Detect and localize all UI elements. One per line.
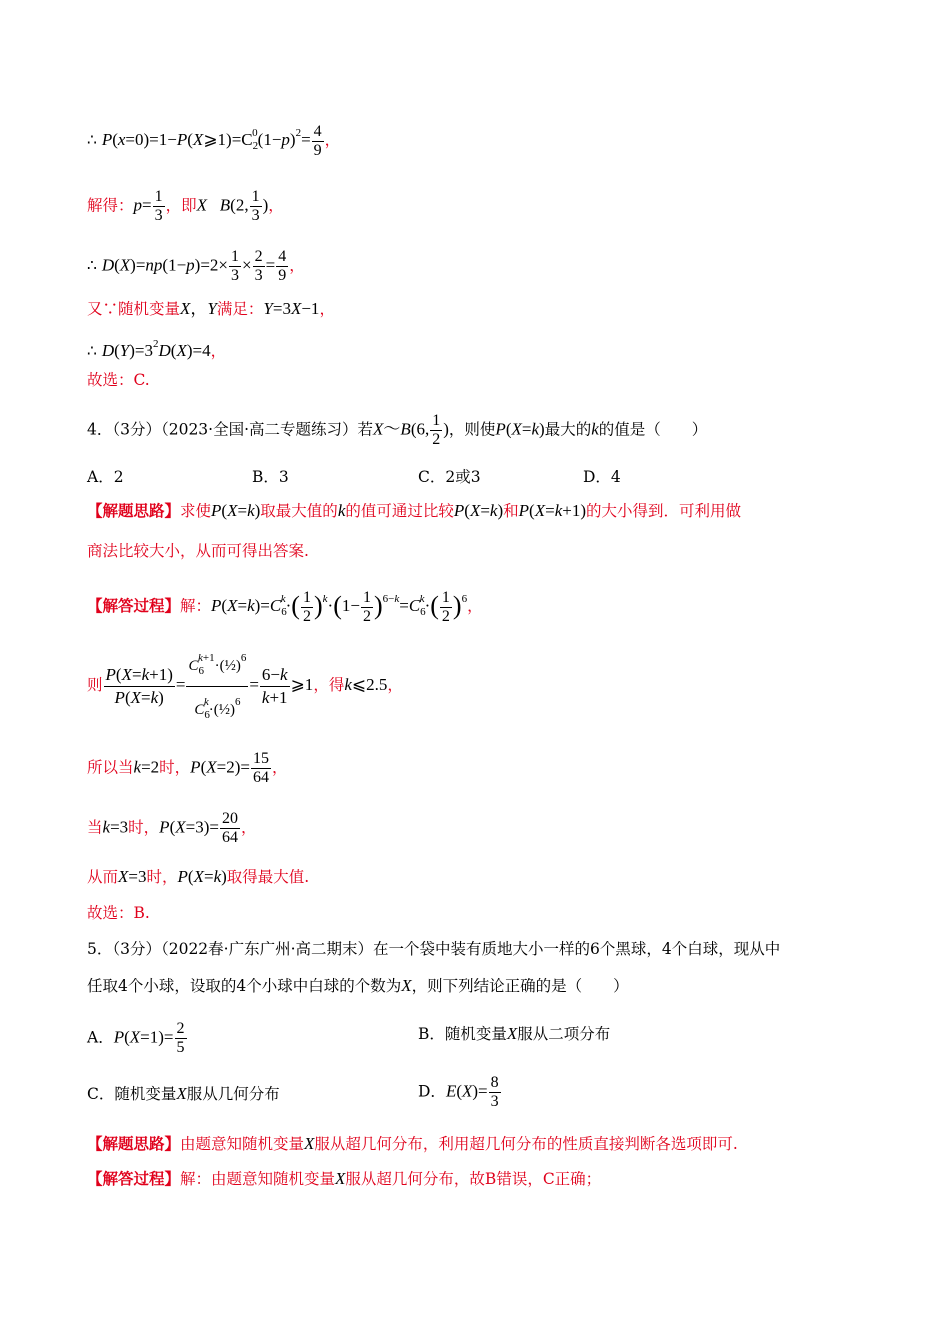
- q5-option-d: D．E(X)= $\frac{8}{3}$: [418, 1074, 499, 1110]
- q4-proc-ratio: 则 $\frac{P(X=k+1)}{P(X=k)}$ = $\frac{C_6^{k+1}\cdot(\frac{1}{2})^6}{C_6^k\cdot(\frac{1}{2})^6}$ = $\frac{6-k}{k+1}$ ⩾1，得k⩽2.5，: [87, 640, 403, 730]
- q4-idea-line-2: 商法比较大小，从而可得出答案.: [87, 542, 309, 560]
- therefore-sign: ∴: [87, 342, 97, 360]
- stem-text: 最大的: [544, 420, 592, 439]
- solve-label: 解得：: [87, 196, 134, 215]
- option-label: C．随机变量: [87, 1085, 177, 1103]
- q5-option-b: B．随机变量X服从二项分布: [418, 1024, 611, 1043]
- idea-text: 服从超几何分布，利用超几何分布的性质直接判断各选项即可.: [314, 1135, 738, 1153]
- q4-proc-k3: 当k=3时，P(X=3)= $\frac{20}{64}$ ，: [87, 810, 257, 846]
- line-y-relation: 又∵随机变量X，Y满足：Y=3X−1，: [87, 299, 335, 318]
- q4-proc-k2: 所以当k=2时，P(X=2)= $\frac{15}{64}$ ，: [87, 750, 288, 786]
- fraction: $\frac{1}{2}$: [302, 588, 311, 625]
- proc-text: 解：: [180, 597, 212, 615]
- q5-option-c: C．随机变量X服从几何分布: [87, 1084, 280, 1103]
- q5-proc: 【解答过程】解：由题意知随机变量X服从超几何分布，故B错误，C正确；: [87, 1169, 602, 1188]
- q5-idea: 【解题思路】由题意知随机变量X服从超几何分布，利用超几何分布的性质直接判断各选项即可.: [87, 1134, 738, 1153]
- option-b: B．3: [252, 468, 289, 486]
- q4-answer: 故选：B.: [87, 904, 150, 922]
- stem-text: 的值是（ ）: [598, 420, 708, 439]
- proc-text: 从而: [87, 868, 119, 886]
- proc-tag: 【解答过程】: [87, 596, 181, 615]
- idea-text: 由题意知随机变量: [180, 1135, 305, 1153]
- fraction: $\frac{20}{64}$: [221, 810, 238, 846]
- compound-fraction: $\frac{C_6^{k+1}\cdot(\frac{1}{2})^6}{C_6^k\cdot(\frac{1}{2})^6}$: [186, 643, 248, 730]
- idea-text: 和: [503, 502, 519, 520]
- answer-line: 故选：C.: [87, 371, 150, 389]
- therefore-sign: ∴: [87, 256, 97, 275]
- option-c: C．2或3: [418, 468, 481, 486]
- proc-text: 时，: [128, 818, 160, 837]
- therefore-sign: ∴: [87, 131, 97, 149]
- proc-text: 所以当: [87, 758, 134, 777]
- idea-text: 的大小得到．可利用做: [586, 502, 742, 520]
- fraction: $\frac{4}{9}$: [278, 248, 287, 284]
- given-text: 又∵随机变量: [87, 300, 181, 318]
- fraction: $\frac{2}{3}$: [254, 248, 263, 284]
- satisfies-text: 满足：: [216, 300, 264, 318]
- option-d: D．4: [583, 468, 621, 486]
- proc-text: 时，: [159, 758, 191, 777]
- stem-text: 4．（3分）（2023·全国·高二专题练习）若: [87, 420, 374, 439]
- fraction: $\frac{1}{3}$: [231, 248, 239, 284]
- punct: ，: [324, 131, 341, 149]
- idea-text: 的值可通过比较: [345, 502, 454, 520]
- question-4-stem: 4．（3分）（2023·全国·高二专题练习）若X～B(6, $\frac{1}{2}$ )，则使P(X=k)最大的k的值是（ ）: [87, 412, 708, 448]
- fraction: $\frac{4}{9}$: [313, 122, 322, 159]
- fraction: $\frac{6-k}{k+1}$: [261, 664, 288, 707]
- stem-text: ，则下列结论正确的是（ ）: [411, 977, 629, 995]
- proc-text: 服从超几何分布，故B错误，C正确；: [345, 1170, 602, 1188]
- option-label: A．: [87, 1028, 114, 1047]
- stem-text: ，则使: [448, 420, 496, 439]
- option-label: D．: [418, 1082, 446, 1101]
- proc-text: ，得: [313, 676, 345, 694]
- option-text: 服从二项分布: [517, 1025, 611, 1043]
- idea-tag: 【解题思路】: [87, 501, 181, 520]
- proc-text: 取得最大值.: [226, 868, 310, 886]
- fraction: $\frac{1}{2}$: [362, 588, 371, 625]
- fraction: $\frac{2}{5}$: [176, 1020, 185, 1056]
- ratio-fraction: $\frac{P(X=k+1)}{P(X=k)}$: [105, 664, 173, 707]
- proc-tag: 【解答过程】: [87, 1169, 181, 1188]
- option-text: 服从几何分布: [186, 1085, 280, 1103]
- stem-text: 任取4个小球，设取的4个小球中白球的个数为: [87, 977, 402, 995]
- option-a: A．2: [87, 468, 124, 486]
- question-5-stem-1: 5．（3分）（2022春·广东广州·高二期末）在一个袋中装有质地大小一样的6个黑球，4个白球，现从中: [87, 940, 781, 958]
- line-variance-x: ∴ D(X)=np(1−p)=2× $\frac{1}{3}$ × $\frac{2}{3}$ = $\frac{4}{9}$ ，: [87, 248, 305, 284]
- line-solve-p: 解得：p= $\frac{1}{3}$ ，即X B(2, $\frac{1}{3}$ )，: [87, 188, 284, 224]
- proc-text: 解：由题意知随机变量: [180, 1170, 336, 1188]
- idea-tag: 【解题思路】: [87, 1134, 181, 1153]
- line-variance-y: ∴ $D(Y)=3^2D(X)=4$，: [87, 338, 227, 360]
- fraction: $\frac{1}{3}$: [251, 188, 260, 224]
- proc-text: 则: [87, 676, 103, 694]
- fraction: $\frac{1}{2}$: [432, 412, 441, 448]
- option-label: B．随机变量: [418, 1025, 507, 1043]
- fraction: $\frac{1}{3}$: [154, 188, 163, 224]
- idea-text: 取最大值的: [260, 502, 338, 520]
- line-p-x0: ∴ $P(x=0)=1-P(X⩾1)=C_2^0(1-p)^2=$ $\frac{4}{9}$ ，: [87, 122, 341, 159]
- fraction: $\frac{8}{3}$: [490, 1074, 499, 1110]
- q4-idea-line-1: 【解题思路】求使P(X=k)取最大值的k的值可通过比较P(X=k)和P(X=k+1)的大小得到．可利用做: [87, 501, 742, 520]
- question-5-stem-2: 任取4个小球，设取的4个小球中白球的个数为X，则下列结论正确的是（ ）: [87, 976, 629, 995]
- fraction: $\frac{15}{64}$: [252, 750, 269, 786]
- q4-proc-line-1: 【解答过程】解：$P(X=k)=C_6^k\cdot$( $\frac{1}{2}$ )$^k$·(1− $\frac{1}{2}$ )$^{6-k}=C_6^k\cdot$( $\frac{1}{2}$ )$^6$，: [87, 588, 483, 625]
- idea-text: 求使: [180, 502, 212, 520]
- proc-text: 时，: [146, 868, 178, 886]
- fraction: $\frac{1}{2}$: [441, 588, 450, 625]
- connector-text: ，即: [165, 196, 197, 215]
- q4-proc-max: 从而X=3时，P(X=k)取得最大值.: [87, 867, 310, 886]
- proc-text: 当: [87, 818, 103, 837]
- q5-option-a: A．P(X=1)= $\frac{2}{5}$: [87, 1020, 185, 1056]
